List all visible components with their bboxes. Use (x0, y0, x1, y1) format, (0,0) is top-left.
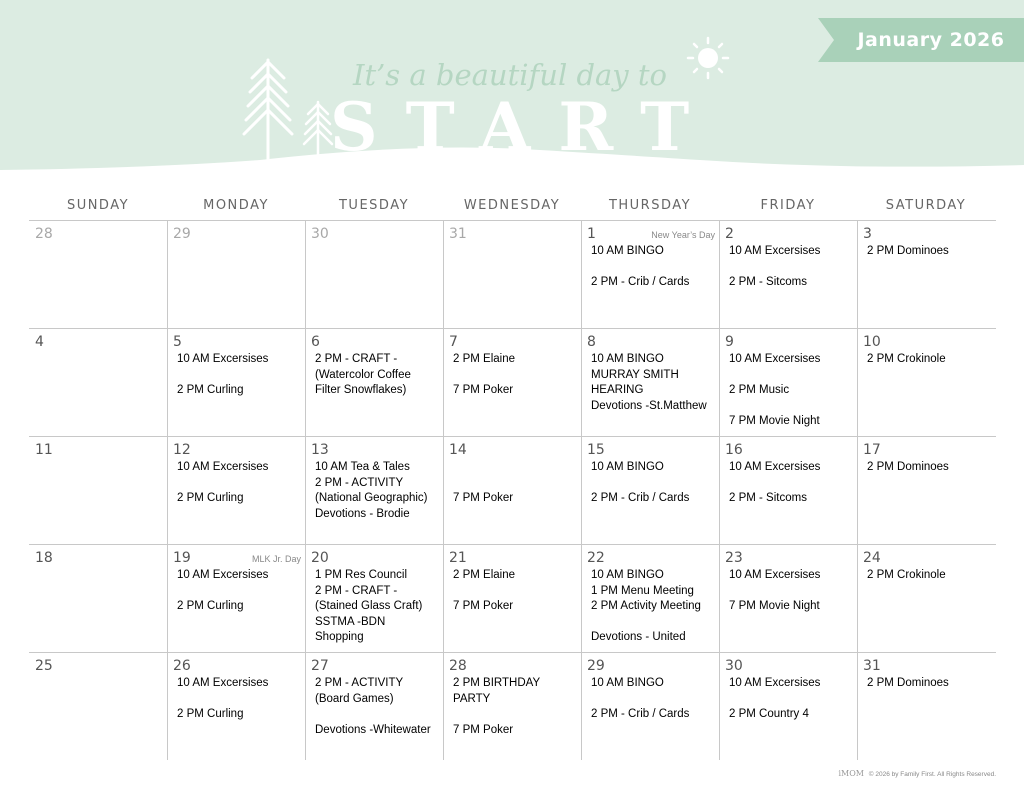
event-line: 2 PM Crokinole (867, 569, 946, 581)
event-line: 2 PM Music (729, 384, 790, 396)
event-line: 7 PM Movie Night (729, 415, 820, 427)
day-number: 31 (863, 658, 881, 674)
event-list (867, 676, 993, 692)
event-list (315, 460, 441, 522)
event-line: 10 AM Excersises (177, 461, 269, 473)
day-number: 9 (725, 334, 734, 350)
event-list (591, 460, 717, 507)
event-line: 10 AM Excersises (177, 569, 269, 581)
event-line (729, 399, 855, 415)
event-line: 10 AM Excersises (177, 353, 269, 365)
event-list (729, 676, 855, 723)
event-list (177, 676, 303, 723)
event-line: 1 PM Menu Meeting (591, 584, 694, 597)
event-line: 2 PM Activity Meeting (591, 600, 701, 612)
day-cell[interactable] (581, 544, 719, 652)
event-line: 2 PM Dominoes (867, 461, 949, 473)
event-line: 2 PM - Crib / Cards (591, 708, 690, 720)
day-cell[interactable] (581, 652, 719, 760)
day-number: 24 (863, 550, 881, 566)
day-number: 20 (311, 550, 329, 566)
day-cell[interactable] (305, 220, 443, 328)
pine-tree-icon (304, 102, 332, 160)
event-line: 10 AM Excersises (729, 461, 821, 473)
event-line: (Board Games) (315, 692, 394, 705)
footer (838, 769, 996, 778)
day-number: 1 (587, 226, 596, 242)
event-line: (Watercolor Coffee (315, 368, 411, 381)
event-line (453, 476, 579, 492)
event-line: 10 AM Excersises (729, 353, 821, 365)
event-list (867, 352, 993, 368)
event-list (453, 676, 579, 738)
event-line: 10 AM BINGO (591, 569, 664, 581)
weekday-label: SUNDAY (66, 198, 130, 213)
day-number: 11 (35, 442, 53, 458)
event-line (453, 368, 579, 384)
event-line (591, 692, 717, 708)
event-list (453, 460, 579, 507)
event-line: 2 PM Curling (177, 600, 244, 612)
event-line: 7 PM Poker (453, 723, 514, 736)
event-line: 2 PM Elaine (453, 569, 516, 581)
day-cell[interactable] (167, 436, 305, 544)
event-list (591, 676, 717, 723)
event-line: 2 PM Dominoes (867, 677, 949, 689)
event-list (315, 568, 441, 646)
event-line: HEARING (591, 384, 644, 396)
month-title: January 2026 (857, 29, 1005, 51)
event-line: 2 PM - Sitcoms (729, 492, 807, 504)
event-list (867, 568, 993, 584)
day-cell[interactable] (167, 652, 305, 760)
event-list (729, 244, 855, 291)
day-number: 31 (449, 226, 467, 242)
event-line: 2 PM Curling (177, 492, 244, 504)
event-line: 2 PM BIRTHDAY (453, 677, 541, 689)
header-tagline: It’s a beautiful day to (352, 58, 668, 92)
copyright-text: © 2026 by Family First. All Rights Reserved. (868, 771, 996, 778)
day-cell[interactable] (29, 544, 167, 652)
event-line: Devotions -St.Matthew (591, 399, 707, 412)
day-number: 10 (863, 334, 881, 350)
day-number: 30 (725, 658, 743, 674)
day-cell[interactable] (167, 544, 305, 652)
event-line: SSTMA -BDN (315, 615, 386, 628)
pine-tree-icon (244, 60, 292, 165)
event-list (729, 460, 855, 507)
event-line: 10 AM Excersises (729, 677, 821, 689)
month-ribbon (818, 18, 1024, 62)
event-line: 10 AM Excersises (729, 245, 821, 257)
day-cell[interactable] (857, 436, 995, 544)
event-line (177, 368, 303, 384)
day-cell[interactable] (719, 220, 857, 328)
day-number: 16 (725, 442, 743, 458)
day-cell[interactable] (29, 220, 167, 328)
day-number: 14 (449, 442, 467, 458)
event-line (453, 707, 579, 723)
day-cell[interactable] (581, 436, 719, 544)
day-number: 21 (449, 550, 467, 566)
event-line: 7 PM Poker (453, 600, 514, 612)
day-cell[interactable] (857, 652, 995, 760)
event-line: 10 AM BINGO (591, 461, 664, 473)
day-cell[interactable] (29, 328, 167, 436)
day-number: 5 (173, 334, 182, 350)
day-cell[interactable] (443, 220, 581, 328)
day-cell[interactable] (719, 436, 857, 544)
event-line: 2 PM Curling (177, 708, 244, 720)
weekday-label: TUESDAY (338, 198, 410, 213)
event-line: 10 AM BINGO (591, 245, 664, 257)
day-cell[interactable] (719, 544, 857, 652)
event-line: Devotions - United (591, 631, 686, 643)
sun-icon (688, 38, 728, 78)
event-line: 2 PM - CRAFT - (315, 584, 398, 597)
day-cell[interactable] (305, 328, 443, 436)
event-list (867, 244, 993, 260)
weekday-label: FRIDAY (760, 198, 816, 213)
day-cell[interactable] (29, 652, 167, 760)
event-line: 2 PM - ACTIVITY (315, 677, 404, 689)
event-line (177, 476, 303, 492)
day-cell[interactable] (443, 544, 581, 652)
day-number: 2 (725, 226, 734, 242)
day-number: 22 (587, 550, 605, 566)
day-number: 17 (863, 442, 881, 458)
day-number: 6 (311, 334, 320, 350)
event-line (729, 692, 855, 708)
day-number: 8 (587, 334, 596, 350)
event-list (177, 352, 303, 399)
event-line (453, 460, 579, 476)
event-line: 2 PM - ACTIVITY (315, 476, 404, 489)
event-line (177, 692, 303, 708)
event-line: Filter Snowflakes) (315, 384, 407, 396)
day-cell[interactable] (443, 436, 581, 544)
event-line: Devotions - Brodie (315, 507, 410, 520)
day-cell[interactable] (443, 652, 581, 760)
day-cell[interactable] (857, 220, 995, 328)
event-list (177, 568, 303, 615)
day-cell[interactable] (581, 328, 719, 436)
day-cell[interactable] (167, 220, 305, 328)
day-number: 13 (311, 442, 329, 458)
event-line: 2 PM Curling (177, 384, 244, 396)
event-list (591, 244, 717, 291)
day-cell[interactable] (167, 328, 305, 436)
event-line (729, 476, 855, 492)
event-line: Shopping (315, 631, 364, 643)
event-line: 2 PM - Sitcoms (729, 276, 807, 288)
event-line (453, 584, 579, 600)
event-list (177, 460, 303, 507)
event-line: 2 PM - Crib / Cards (591, 492, 690, 504)
holiday-label: New Year’s Day (651, 230, 715, 240)
day-number: 15 (587, 442, 605, 458)
day-number: 29 (173, 226, 191, 242)
day-number: 28 (449, 658, 467, 674)
day-number: 19 (173, 550, 191, 566)
event-list (315, 676, 441, 738)
weekday-label: SATURDAY (885, 198, 967, 213)
day-cell[interactable] (857, 328, 995, 436)
event-line: 2 PM Elaine (453, 353, 516, 365)
event-line: (National Geographic) (315, 492, 428, 504)
holiday-label: MLK Jr. Day (251, 554, 301, 564)
event-line (729, 260, 855, 276)
event-line (729, 584, 855, 600)
event-line: 10 AM Excersises (177, 677, 269, 689)
event-list (591, 568, 717, 646)
header-big-word: START (330, 88, 718, 166)
day-number: 28 (35, 226, 53, 242)
event-line: MURRAY SMITH (591, 368, 679, 381)
day-cell[interactable] (719, 652, 857, 760)
event-line: 1 PM Res Council (315, 569, 408, 581)
day-cell[interactable] (29, 436, 167, 544)
event-line: 2 PM Dominoes (867, 245, 949, 257)
event-list (729, 352, 855, 430)
day-number: 27 (311, 658, 329, 674)
day-number: 26 (173, 658, 191, 674)
day-cell[interactable] (305, 544, 443, 652)
day-number: 23 (725, 550, 743, 566)
event-line: 2 PM - Crib / Cards (591, 276, 690, 288)
day-number: 7 (449, 334, 458, 350)
event-line: 10 AM BINGO (591, 677, 664, 689)
day-cell[interactable] (581, 220, 719, 328)
day-number: 18 (35, 550, 53, 566)
event-line (315, 707, 441, 723)
weekday-label: WEDNESDAY (463, 198, 561, 213)
event-line: 7 PM Poker (453, 384, 514, 396)
day-cell[interactable] (305, 652, 443, 760)
day-number: 30 (311, 226, 329, 242)
weekday-label: THURSDAY (608, 198, 692, 213)
event-line: 2 PM - CRAFT - (315, 353, 398, 365)
event-line: 7 PM Poker (453, 492, 514, 504)
event-list (453, 568, 579, 615)
event-line (591, 260, 717, 276)
event-line: Devotions -Whitewater (315, 723, 431, 736)
day-cell[interactable] (305, 436, 443, 544)
day-number: 25 (35, 658, 53, 674)
day-cell[interactable] (443, 328, 581, 436)
event-line: 2 PM Crokinole (867, 353, 946, 365)
day-cell[interactable] (857, 544, 995, 652)
weekday-label: MONDAY (203, 198, 269, 213)
event-line: 2 PM Country 4 (729, 708, 809, 720)
day-number: 4 (35, 334, 44, 350)
imom-logo: iMOM (838, 769, 864, 778)
event-line: 10 AM Excersises (729, 569, 821, 581)
day-number: 29 (587, 658, 605, 674)
event-list (453, 352, 579, 399)
event-list (315, 352, 441, 399)
event-line: 10 AM Tea & Tales (315, 461, 410, 473)
event-line (729, 368, 855, 384)
day-number: 12 (173, 442, 191, 458)
event-list (729, 568, 855, 615)
event-list (867, 460, 993, 476)
event-line: PARTY (453, 692, 491, 705)
event-line: 7 PM Movie Night (729, 600, 820, 612)
event-line (177, 584, 303, 600)
day-cell[interactable] (719, 328, 857, 436)
event-list (591, 352, 717, 414)
day-number: 3 (863, 226, 872, 242)
event-line (591, 476, 717, 492)
event-line: 10 AM BINGO (591, 353, 664, 365)
event-line (591, 615, 717, 631)
event-line: (Stained Glass Craft) (315, 600, 423, 612)
